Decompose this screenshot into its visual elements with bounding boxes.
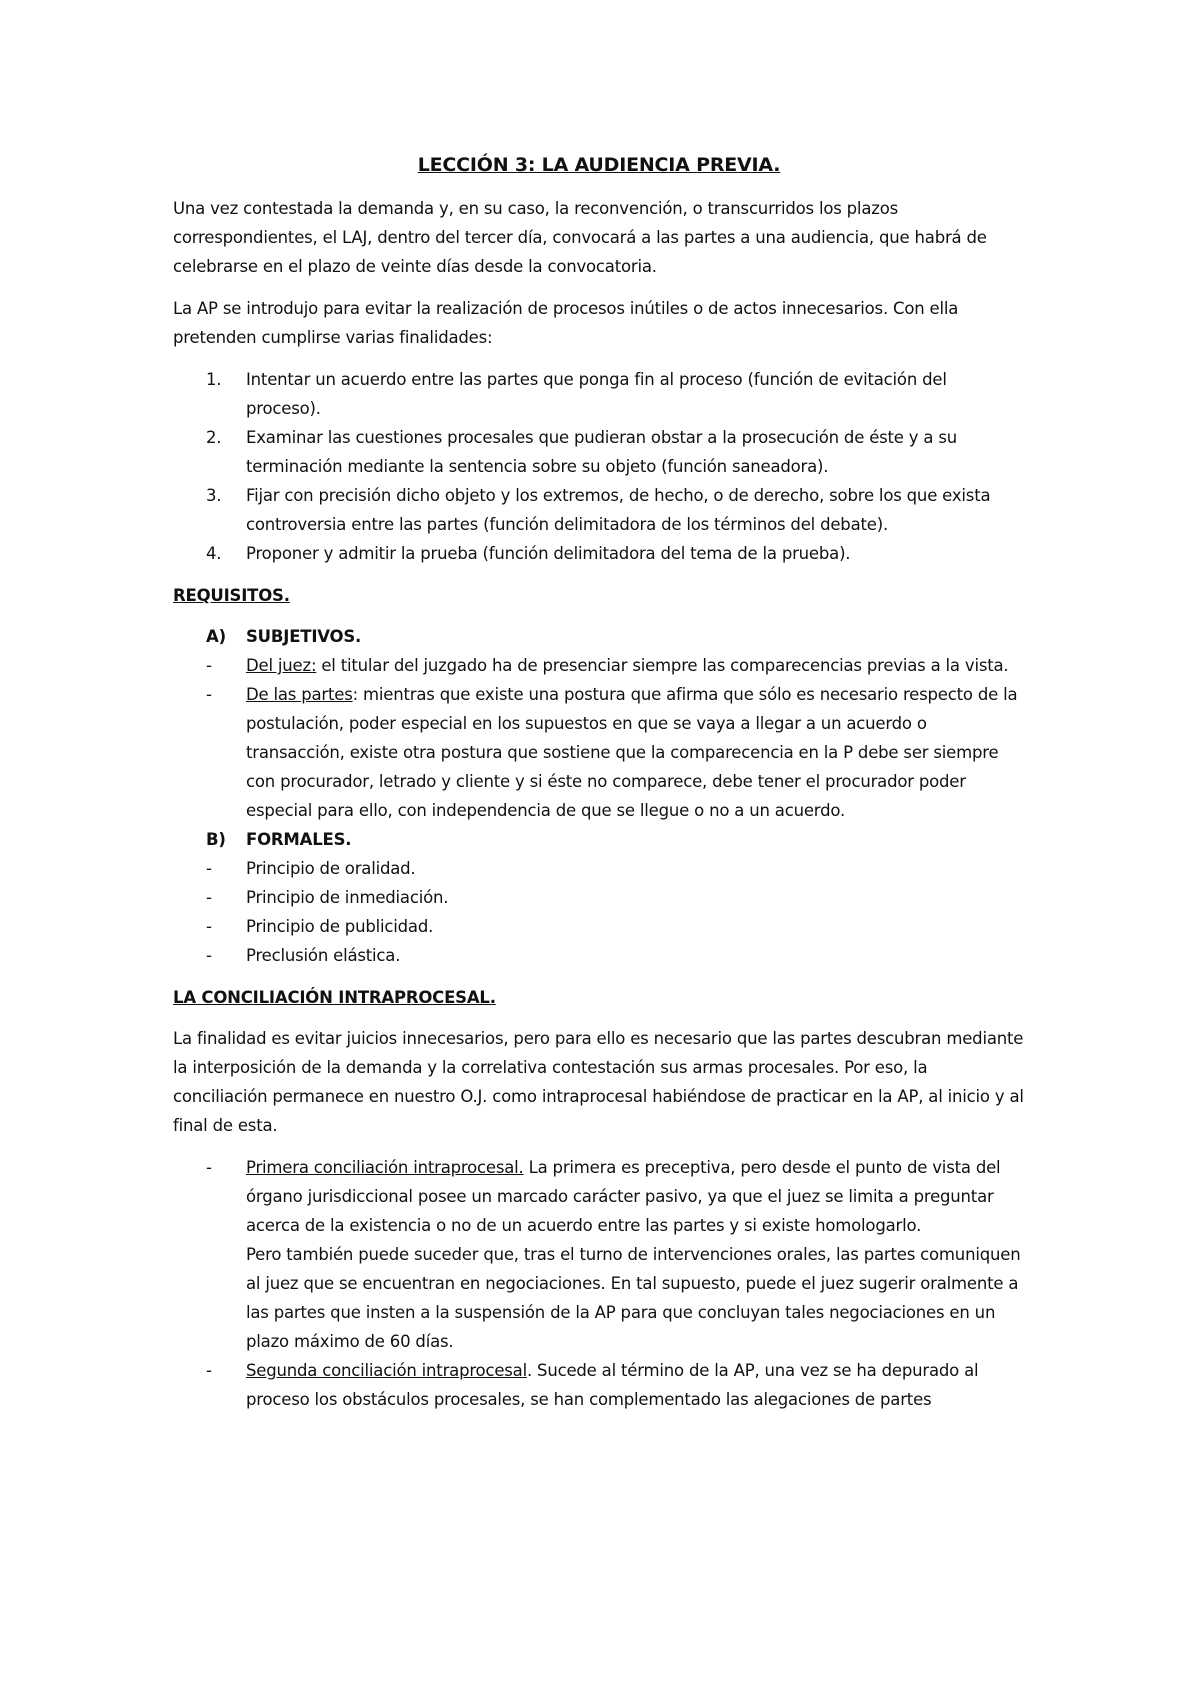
list-item: [173, 481, 1025, 539]
list-item: [173, 941, 1025, 970]
purpose-paragraph: La AP se introdujo para evitar la realización de procesos inútiles o de actos innecesarios. Con ella pretenden cumplirse varias finalidades:: [173, 299, 959, 347]
intro-paragraph: Una vez contestada la demanda y, en su caso, la reconvención, o transcurridos los plazos correspondientes, el LAJ, dentro del tercer día, convocará a las partes a una audiencia, que habrá de celebrarse en el plazo de veinte días desde la convocatoria.: [173, 199, 987, 276]
list-number: 3.: [206, 486, 222, 505]
list-item-text: Proponer y admitir la prueba (función delimitadora del tema de la prueba).: [246, 544, 851, 563]
item-continuation: Pero también puede suceder que, tras el turno de intervenciones orales, las partes comuniquen al juez que se encuentran en negociaciones. En tal supuesto, puede el juez sugerir oralmente a las partes que insten a la suspensión de la AP para que concluyan tales negociaciones en un plazo máximo de 60 días.: [246, 1245, 1021, 1351]
subjetivos-list: [173, 651, 1025, 825]
item-text: Principio de publicidad.: [246, 917, 434, 936]
list-item: [173, 912, 1025, 941]
dash-marker: -: [206, 656, 212, 675]
item-label: De las partes: [246, 685, 353, 704]
list-item: [173, 423, 1025, 481]
document-body: [173, 150, 1025, 1414]
list-item-text: Examinar las cuestiones procesales que pudieran obstar a la prosecución de éste y a su terminación mediante la sentencia sobre su objeto (función saneadora).: [246, 428, 958, 476]
item-text: : mientras que existe una postura que afirma que sólo es necesario respecto de la postulación, poder especial en los supuestos en que se vaya a llegar a un acuerdo o transacción, existe otra postura que sostiene que la comparecencia en la P debe ser siempre con procurador, letrado y cliente y si éste no comparece, debe tener el procurador poder especial para ello, con independencia de que se llegue o no a un acuerdo.: [246, 685, 1018, 820]
item-text: el titular del juzgado ha de presenciar siempre las comparecencias previas a la vista.: [316, 656, 1009, 675]
list-item: [173, 883, 1025, 912]
list-item: [173, 651, 1025, 680]
item-label: Segunda conciliación intraprocesal: [246, 1361, 527, 1380]
list-number: 1.: [206, 370, 222, 389]
formales-heading: [173, 825, 1025, 854]
conciliacion-paragraph: La finalidad es evitar juicios innecesarios, pero para ello es necesario que las partes descubran mediante la interposición de la demanda y la correlativa contestación sus armas procesales. Por eso, la conciliación permanece en nuestro O.J. como intraprocesal habiéndose de practicar en la AP, al inicio y al final de esta.: [173, 1029, 1024, 1135]
subsection-letter: A): [206, 627, 226, 646]
dash-marker: -: [206, 917, 212, 936]
subsection-title: SUBJETIVOS.: [246, 627, 362, 646]
list-item-text: Intentar un acuerdo entre las partes que ponga fin al proceso (función de evitación del proceso).: [246, 370, 947, 418]
list-item: [173, 680, 1025, 825]
subsection-letter: B): [206, 830, 226, 849]
page-title: LECCIÓN 3: LA AUDIENCIA PREVIA.: [417, 154, 781, 176]
list-item: [173, 1153, 1025, 1356]
dash-marker: -: [206, 946, 212, 965]
requisitos-heading: REQUISITOS.: [173, 586, 290, 605]
list-item-text: Fijar con precisión dicho objeto y los extremos, de hecho, o de derecho, sobre los que exista controversia entre las partes (función delimitadora de los términos del debate).: [246, 486, 991, 534]
finalidades-list: [173, 365, 1025, 568]
subjetivos-heading: [173, 622, 1025, 651]
item-text: Preclusión elástica.: [246, 946, 401, 965]
dash-marker: -: [206, 685, 212, 704]
item-text: La primera es preceptiva, pero desde el punto de vista del órgano jurisdiccional posee un marcado carácter pasivo, ya que el juez se limita a preguntar acerca de la existencia o no de un acuerdo entre las partes y si existe homologarlo.: [246, 1158, 1001, 1235]
item-text: Principio de inmediación.: [246, 888, 449, 907]
list-item: [173, 365, 1025, 423]
dash-marker: -: [206, 888, 212, 907]
formales-list: [173, 854, 1025, 970]
item-label: Primera conciliación intraprocesal.: [246, 1158, 524, 1177]
item-text: . Sucede al término de la AP, una vez se ha depurado al proceso los obstáculos procesales, se han complementado las alegaciones de partes: [246, 1361, 979, 1409]
list-item: [173, 854, 1025, 883]
dash-marker: -: [206, 1158, 212, 1177]
dash-marker: -: [206, 1361, 212, 1380]
dash-marker: -: [206, 859, 212, 878]
list-item: [173, 1356, 1025, 1414]
item-text: Principio de oralidad.: [246, 859, 416, 878]
list-number: 4.: [206, 544, 222, 563]
list-number: 2.: [206, 428, 222, 447]
conciliacion-list: [173, 1153, 1025, 1414]
item-label: Del juez:: [246, 656, 317, 675]
conciliacion-heading: LA CONCILIACIÓN INTRAPROCESAL.: [173, 988, 496, 1007]
subsection-title: FORMALES.: [246, 830, 352, 849]
list-item: [173, 539, 1025, 568]
